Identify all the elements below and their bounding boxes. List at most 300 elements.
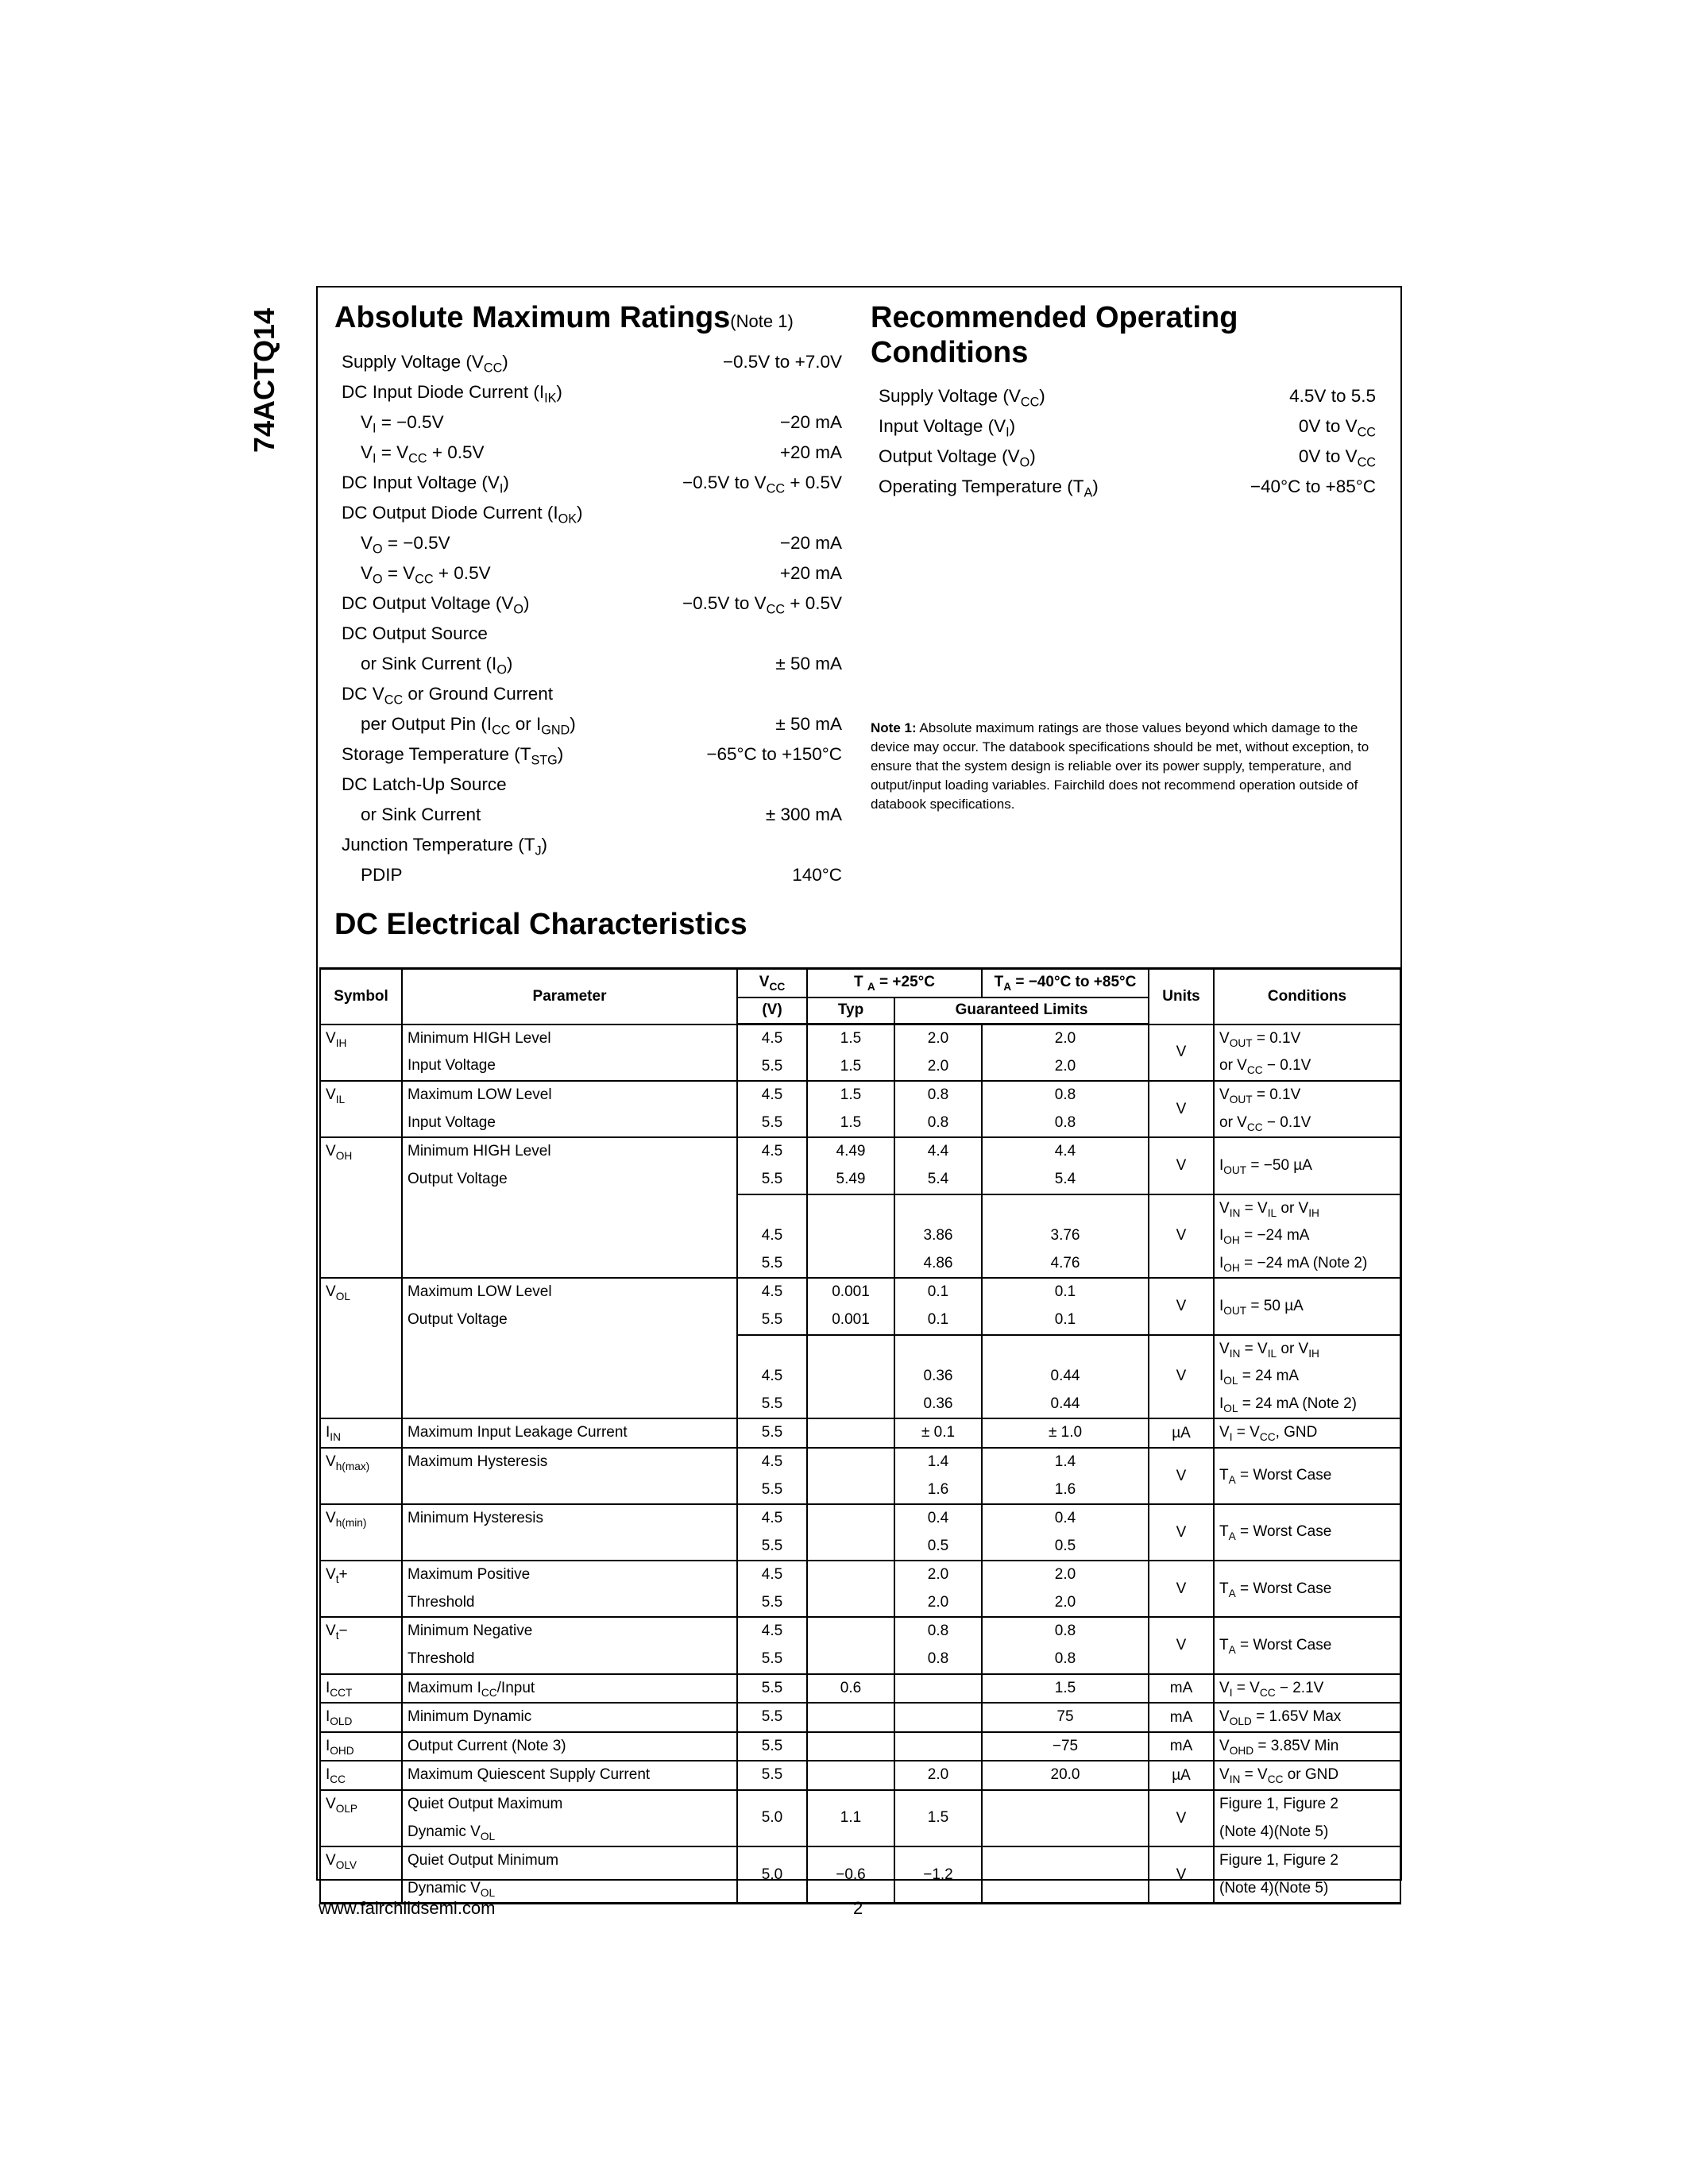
header-text-units: Units: [1162, 987, 1200, 1005]
roc-title: Recommended Operating Conditions: [871, 301, 1238, 369]
typ-value: −0.6: [836, 1866, 866, 1883]
parameter-text: Quiet Output Maximum: [408, 1796, 563, 1813]
typ-value: [813, 1363, 889, 1391]
limit-25c-value-cell: [894, 1504, 982, 1561]
units-cell: [1149, 1732, 1214, 1761]
units-cell: [1149, 1081, 1214, 1137]
header-ta25: [807, 969, 982, 997]
limit-25c-value-cell: [894, 1846, 982, 1904]
amr-row: [342, 473, 842, 503]
units: V: [1176, 1100, 1187, 1117]
limit-range-value: ± 1.0: [1048, 1424, 1083, 1441]
condition-text: or $V_{CC} - 0.1V$: [1219, 1113, 1311, 1133]
limit-25c-value: 0.8: [927, 1086, 949, 1104]
limit-range-value: 0.8: [1054, 1113, 1076, 1131]
vcc-value-cell: [737, 1732, 807, 1761]
limit-25c-value: 1.5: [927, 1809, 949, 1827]
vcc-value: 5.5: [761, 1708, 783, 1726]
amr-value: ± 50 mA: [775, 654, 842, 673]
condition-text: or $V_{CC} - 0.1V$: [1219, 1057, 1311, 1076]
units: mA: [1169, 1738, 1193, 1755]
limit-25c-value: 4.86: [923, 1254, 953, 1271]
symbol: $V_t+$: [326, 1566, 348, 1586]
units: V: [1176, 1044, 1187, 1061]
limit-25c-value: 2.0: [927, 1030, 949, 1047]
limit-range-value: [987, 1336, 1143, 1364]
vcc-value: 4.5: [761, 1623, 783, 1640]
vcc-value: 5.5: [761, 1537, 783, 1554]
amr-value: −20 mA: [779, 412, 842, 432]
roc-row: [879, 386, 1376, 416]
limit-25c-value-cell: [894, 1418, 982, 1448]
roc-label: Supply Voltage $(V_{CC})$: [879, 386, 1045, 410]
vcc-value: 4.5: [761, 1566, 783, 1584]
amr-label: Storage Temperature $(T_{STG})$: [342, 744, 564, 768]
limit-25c-value: 0.36: [923, 1395, 953, 1412]
amr-value: +20 mA: [779, 442, 842, 462]
vcc-value: 4.5: [761, 1030, 783, 1047]
limit-25c-value: 0.8: [927, 1113, 949, 1131]
vcc-value: 4.5: [761, 1368, 783, 1385]
symbol-cell: [320, 1617, 402, 1673]
parameter-text: Quiet Output Minimum: [408, 1852, 559, 1870]
header-text-conditions: Conditions: [1267, 987, 1347, 1005]
limit-range-value-cell: [982, 1617, 1149, 1673]
amr-value: ± 300 mA: [765, 805, 842, 824]
typ-value: [813, 1761, 889, 1789]
limit-range-value: [987, 1195, 1143, 1223]
limit-25c-value: 2.0: [927, 1566, 949, 1584]
condition-text: $I_{OH} = -24$ mA: [1219, 1227, 1310, 1246]
amr-row: [342, 835, 842, 865]
parameter-text: Dynamic $V_{OL}$: [408, 1823, 496, 1843]
limit-range-value-cell: [982, 1278, 1149, 1334]
amr-label: DC Output Voltage $(V_O)$: [342, 593, 530, 617]
typ-value-cell: [807, 1674, 894, 1704]
vcc-value: 5.0: [761, 1809, 783, 1827]
limit-25c-value: 2.0: [927, 1593, 949, 1611]
header-text-typ: Typ: [837, 1001, 864, 1019]
dc-title: DC Electrical Characteristics: [334, 908, 747, 941]
limit-range-value: 4.76: [1050, 1254, 1080, 1271]
conditions-cell: [1214, 1448, 1400, 1504]
amr-row: [342, 503, 842, 533]
conditions-cell: [1214, 1278, 1400, 1334]
typ-value: [813, 1222, 889, 1250]
amr-row: [342, 382, 842, 412]
typ-value-cell: [807, 1561, 894, 1617]
units-cell: [1149, 1703, 1214, 1732]
table-row: [320, 1761, 1400, 1790]
symbol: $V_{IL}$: [326, 1086, 346, 1106]
limit-range-value-cell: [982, 1504, 1149, 1561]
typ-value-cell: [807, 1617, 894, 1673]
vcc-value-cell: [737, 1617, 807, 1673]
parameter-cell: [402, 1761, 737, 1790]
vcc-value: 5.5: [761, 1424, 783, 1441]
limit-range-value: 0.5: [1054, 1537, 1076, 1554]
limit-25c-value: ± 0.1: [921, 1424, 956, 1441]
limit-25c-value: 0.5: [927, 1537, 949, 1554]
typ-value-cell: [807, 1703, 894, 1732]
amr-label: DC Input Voltage $(V_I)$: [342, 473, 509, 496]
units-cell: [1149, 1335, 1214, 1419]
vcc-value: 5.5: [761, 1113, 783, 1131]
condition-text: $V_I = V_{CC} - 2.1V$: [1219, 1679, 1324, 1699]
vcc-value-cell: [737, 1448, 807, 1504]
condition-text: (Note 4)(Note 5): [1219, 1879, 1329, 1897]
typ-value-cell: [807, 1137, 894, 1194]
units: V: [1176, 1637, 1187, 1654]
typ-value: [813, 1589, 889, 1617]
table-row: [320, 1674, 1400, 1704]
roc-value: 4.5V to 5.5: [1289, 386, 1376, 406]
amr-label: or Sink Current: [361, 805, 481, 824]
amr-value: −20 mA: [779, 533, 842, 553]
typ-value: [813, 1618, 889, 1646]
recommended-operating-list: [879, 386, 1376, 507]
limit-range-value: 0.8: [1054, 1650, 1076, 1668]
units: µA: [1172, 1766, 1191, 1784]
vcc-value: 5.5: [761, 1593, 783, 1611]
parameter-cell: [402, 1418, 737, 1448]
condition-text: $T_A$ = Worst Case: [1219, 1580, 1332, 1599]
symbol: $V_{IH}$: [326, 1029, 347, 1049]
header-text-vcc: $V_{CC}$: [759, 973, 786, 993]
amr-label: PDIP: [361, 865, 403, 885]
limit-25c-value: 3.86: [923, 1227, 953, 1244]
condition-text: $V_{OUT} = 0.1V$: [1219, 1029, 1301, 1049]
amr-title-note: (Note 1): [730, 311, 794, 331]
limit-range-value: 1.4: [1054, 1453, 1076, 1470]
limit-25c-value-cell: [894, 1617, 982, 1673]
units: V: [1176, 1297, 1187, 1314]
units-cell: [1149, 1024, 1214, 1082]
vcc-value: 5.5: [761, 1395, 783, 1412]
parameter-cell: [402, 1846, 737, 1904]
limit-25c-value: 4.4: [927, 1143, 949, 1160]
condition-text: $T_A$ = Worst Case: [1219, 1467, 1332, 1486]
vcc-value-cell: [737, 1081, 807, 1137]
limit-range-value-cell: [982, 1561, 1149, 1617]
limit-25c-value-cell: [894, 1081, 982, 1137]
parameter-text: Minimum Negative: [408, 1623, 533, 1640]
typ-value: [813, 1250, 889, 1278]
symbol: $V_t-$: [326, 1623, 348, 1642]
units: V: [1176, 1580, 1187, 1597]
conditions-cell: [1214, 1194, 1400, 1279]
header-vcc: [737, 969, 807, 997]
units-cell: [1149, 1194, 1214, 1279]
limit-25c-value-cell: [894, 1278, 982, 1334]
amr-row: [342, 744, 842, 774]
symbol-cell: [320, 1790, 402, 1846]
typ-value: [813, 1704, 889, 1731]
limit-25c-value-cell: [894, 1790, 982, 1846]
header-ta-range: [982, 969, 1149, 997]
limit-range-value-cell: [982, 1790, 1149, 1846]
typ-value-cell: [807, 1448, 894, 1504]
limit-range-value: 0.8: [1054, 1623, 1076, 1640]
parameter-text: Minimum Dynamic: [408, 1708, 532, 1726]
parameter-cell: [402, 1617, 737, 1673]
header-guaranteed-limits: [894, 997, 1149, 1024]
limit-25c-value: 1.6: [927, 1480, 949, 1498]
roc-label: Output Voltage $(V_O)$: [879, 446, 1036, 470]
typ-value-cell: [807, 1418, 894, 1448]
absolute-max-ratings-list: [342, 352, 842, 895]
parameter-text: Output Voltage: [408, 1310, 508, 1328]
limit-25c-value: 1.4: [927, 1453, 949, 1470]
vcc-value-cell: [737, 1674, 807, 1704]
table-row: [320, 1504, 1400, 1561]
limit-range-value-cell: [982, 1194, 1149, 1279]
limit-25c-value: 0.8: [927, 1623, 949, 1640]
conditions-cell: [1214, 1024, 1400, 1082]
limit-range-value: 0.1: [1054, 1283, 1076, 1301]
vcc-value: 5.0: [761, 1866, 783, 1883]
typ-value: [813, 1476, 889, 1504]
typ-value: [813, 1533, 889, 1561]
roc-row: [879, 446, 1376, 477]
amr-row: [342, 412, 842, 442]
units: V: [1176, 1467, 1187, 1484]
limit-25c-value-cell: [894, 1024, 982, 1082]
header-conditions: [1214, 969, 1400, 1024]
limit-25c-value: 5.4: [927, 1170, 949, 1187]
parameter-text: Minimum HIGH Level: [408, 1029, 551, 1047]
dc-characteristics-table: [319, 967, 1401, 1904]
typ-value: [813, 1561, 889, 1589]
symbol: $I_{CC}$: [326, 1766, 346, 1786]
amr-row: [342, 714, 842, 744]
condition-text: $I_{OL} = 24$ mA (Note 2): [1219, 1395, 1357, 1414]
limit-range-value-cell: [982, 1732, 1149, 1761]
amr-label: DC Input Diode Current $(I_{IK})$: [342, 382, 562, 406]
limit-range-value-cell: [982, 1448, 1149, 1504]
amr-label: DC Output Diode Current $(I_{OK})$: [342, 503, 583, 527]
table-row: [320, 1790, 1400, 1846]
header-text-symbol: Symbol: [334, 987, 388, 1005]
symbol-cell: [320, 1674, 402, 1704]
header-text-guaranteed: Guaranteed Limits: [955, 1001, 1088, 1019]
note-1: Note 1: Absolute maximum ratings are those values beyond which damage to the device may occur. The databook specifications should be met, without exception, to ensure that the system design is reliable over its power supply, temperature, and output/input loading variables. Fairchild does not recommend operation outside of databook specifications.: [871, 720, 1369, 812]
units-cell: [1149, 1504, 1214, 1561]
limit-25c-value-cell: [894, 1137, 982, 1194]
footer-page-number: 2: [853, 1898, 863, 1918]
vcc-value: 5.5: [761, 1310, 783, 1328]
limit-25c-value: 2.0: [927, 1057, 949, 1075]
limit-range-value: 5.4: [1054, 1170, 1076, 1187]
condition-text: $I_{OL} = 24$ mA: [1219, 1368, 1300, 1387]
limit-range-value: 0.1: [1054, 1310, 1076, 1328]
units-cell: [1149, 1418, 1214, 1448]
table-row: [320, 1617, 1400, 1673]
limit-range-value-cell: [982, 1846, 1149, 1904]
limit-25c-value-cell: [894, 1703, 982, 1732]
parameter-cell: [402, 1561, 737, 1617]
condition-text: $V_{IN} = V_{CC}$ or GND: [1219, 1766, 1339, 1786]
limit-range-value: 1.5: [1054, 1679, 1076, 1696]
typ-value-cell: [807, 1278, 894, 1334]
conditions-cell: [1214, 1504, 1400, 1561]
typ-value: 4.49: [836, 1143, 866, 1160]
limit-range-value: 0.4: [1054, 1510, 1076, 1527]
conditions-cell: [1214, 1561, 1400, 1617]
units-cell: [1149, 1278, 1214, 1334]
amr-label: per Output Pin ($I_{CC}$ or $I_{GND}$): [361, 714, 576, 738]
vcc-value-cell: [737, 1761, 807, 1790]
vcc-value-cell: [737, 1504, 807, 1561]
roc-label: Input Voltage $(V_I)$: [879, 416, 1016, 440]
symbol-cell: [320, 1732, 402, 1761]
header-text-vcc-unit: (V): [762, 1001, 782, 1019]
parameter-text: Dynamic $V_{OL}$: [408, 1879, 496, 1899]
conditions-cell: [1214, 1703, 1400, 1732]
typ-value: [813, 1646, 889, 1673]
condition-text: $V_{OUT} = 0.1V$: [1219, 1086, 1301, 1106]
limit-range-value-cell: [982, 1674, 1149, 1704]
vcc-value: 5.5: [761, 1679, 783, 1696]
amr-row: [342, 533, 842, 563]
parameter-text: Output Voltage: [408, 1170, 508, 1187]
amr-row: [342, 654, 842, 684]
typ-value: [813, 1505, 889, 1533]
amr-row: [342, 352, 842, 382]
vcc-value: [743, 1195, 802, 1223]
conditions-cell: [1214, 1418, 1400, 1448]
table-row: [320, 1448, 1400, 1504]
header-typ: [807, 997, 894, 1024]
symbol-cell: [320, 1024, 402, 1082]
table-row: [320, 1846, 1400, 1904]
limit-25c-value: 2.0: [927, 1766, 949, 1784]
parameter-cell: [402, 1732, 737, 1761]
header-vcc-unit: [737, 997, 807, 1024]
amr-value: +20 mA: [779, 563, 842, 583]
condition-text: $V_{IN} = V_{IL}$ or $V_{IH}$: [1219, 1340, 1319, 1360]
vcc-value-cell: [737, 1024, 807, 1082]
amr-label: $V_O = V_{CC} + 0.5V$: [361, 563, 491, 587]
header-text-ta-range: $T_A = -40^\circ C$ to +85°C: [994, 973, 1137, 993]
units: µA: [1172, 1424, 1191, 1441]
typ-value-cell: [807, 1335, 894, 1419]
typ-value-cell: [807, 1081, 894, 1137]
typ-value-cell: [807, 1732, 894, 1761]
condition-text: $I_{OH} = -24$ mA (Note 2): [1219, 1254, 1368, 1274]
vcc-value: 4.5: [761, 1086, 783, 1104]
symbol-cell: [320, 1504, 402, 1561]
parameter-text: [408, 1476, 732, 1504]
units-cell: [1149, 1137, 1214, 1194]
amr-row: [342, 805, 842, 835]
table-row: [320, 1703, 1400, 1732]
conditions-cell: [1214, 1674, 1400, 1704]
limit-25c-value: −1.2: [923, 1866, 953, 1883]
roc-row: [879, 416, 1376, 446]
conditions-cell: [1214, 1081, 1400, 1137]
vcc-value: 5.5: [761, 1737, 783, 1754]
parameter-text: Maximum Positive: [408, 1566, 531, 1584]
limit-range-value: 75: [1056, 1708, 1074, 1726]
limit-range-value: [987, 1804, 1143, 1832]
parameter-text: Maximum Input Leakage Current: [408, 1424, 628, 1441]
typ-value-cell: [807, 1504, 894, 1561]
amr-label: $V_I = -0.5V$: [361, 412, 444, 436]
limit-25c-value-cell: [894, 1194, 982, 1279]
condition-text: $V_I = V_{CC}$, GND: [1219, 1424, 1318, 1444]
units: V: [1176, 1227, 1187, 1244]
symbol: $V_{OH}$: [326, 1143, 353, 1163]
units: mA: [1169, 1679, 1193, 1696]
amr-label: DC Output Source: [342, 623, 488, 643]
typ-value: [813, 1195, 889, 1223]
limit-25c-value-cell: [894, 1561, 982, 1617]
limit-25c-value: 0.4: [927, 1510, 949, 1527]
amr-value: ± 50 mA: [775, 714, 842, 734]
typ-value-cell: [807, 1846, 894, 1904]
parameter-text: Maximum $I_{CC}$/Input: [408, 1679, 535, 1699]
condition-text: $T_A$ = Worst Case: [1219, 1523, 1332, 1543]
vcc-value: 5.5: [761, 1650, 783, 1668]
amr-row: [342, 623, 842, 654]
header-parameter: [402, 969, 737, 1024]
vcc-value-cell: [737, 1703, 807, 1732]
limit-range-value-cell: [982, 1418, 1149, 1448]
vcc-value: 5.5: [761, 1480, 783, 1498]
parameter-text: Maximum Hysteresis: [408, 1453, 548, 1470]
units: V: [1176, 1523, 1187, 1541]
typ-value-cell: [807, 1790, 894, 1846]
amr-label: Supply Voltage $(V_{CC})$: [342, 352, 508, 376]
amr-value: 140°C: [792, 865, 842, 885]
amr-label: DC $V_{CC}$ or Ground Current: [342, 684, 553, 708]
units-cell: [1149, 1561, 1214, 1617]
symbol-cell: [320, 1278, 402, 1418]
amr-row: [342, 593, 842, 623]
parameter-text: Input Voltage: [408, 1057, 496, 1075]
vcc-value-cell: [737, 1194, 807, 1279]
table-row: [320, 1081, 1400, 1137]
limit-range-value: 2.0: [1054, 1566, 1076, 1584]
limit-25c-value: [900, 1733, 976, 1761]
symbol-cell: [320, 1761, 402, 1790]
symbol-cell: [320, 1418, 402, 1448]
table-row: [320, 1732, 1400, 1761]
limit-range-value: [987, 1862, 1143, 1889]
limit-range-value-cell: [982, 1335, 1149, 1419]
conditions-cell: [1214, 1335, 1400, 1419]
symbol: $I_{OLD}$: [326, 1708, 353, 1728]
limit-range-value: 0.44: [1050, 1395, 1080, 1412]
units-cell: [1149, 1761, 1214, 1790]
parameter-cell: [402, 1024, 737, 1082]
conditions-cell: [1214, 1846, 1400, 1904]
conditions-cell: [1214, 1137, 1400, 1194]
typ-value-cell: [807, 1761, 894, 1790]
parameter-text: Threshold: [408, 1650, 475, 1668]
limit-25c-value: 0.1: [927, 1310, 949, 1328]
table-row: [320, 1278, 1400, 1334]
parameter-cell: [402, 1448, 737, 1504]
symbol: $I_{OHD}$: [326, 1737, 354, 1757]
condition-text: $V_{IN} = V_{IL}$ or $V_{IH}$: [1219, 1199, 1319, 1219]
header-text-ta25: T $_A$ = +25°C: [854, 973, 935, 993]
parameter-text: Maximum LOW Level: [408, 1283, 552, 1301]
vcc-value: [743, 1336, 802, 1364]
symbol-cell: [320, 1448, 402, 1504]
vcc-value-cell: [737, 1790, 807, 1846]
